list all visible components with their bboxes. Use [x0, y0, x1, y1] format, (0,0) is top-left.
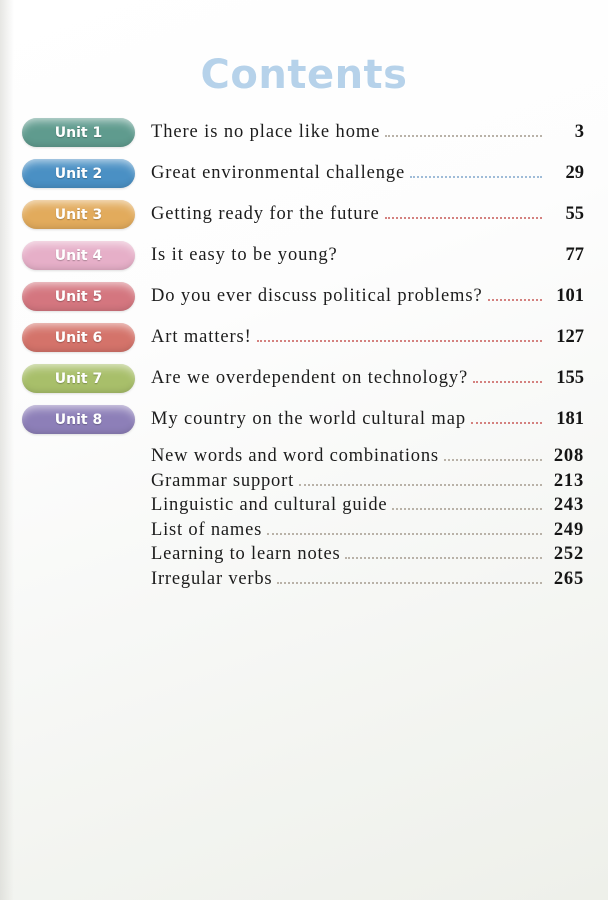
- toc-entry-1[interactable]: [151, 122, 546, 143]
- unit-badge-6[interactable]: Unit 6: [22, 323, 135, 352]
- leader-dots: [267, 533, 542, 535]
- list-item[interactable]: [151, 471, 594, 496]
- leader-dots: [473, 381, 542, 383]
- list-item[interactable]: [151, 569, 594, 594]
- toc-entry-title: My country on the world cultural map: [151, 409, 466, 429]
- toc-entry-title: Grammar support: [151, 470, 295, 491]
- toc-entry-5[interactable]: [151, 286, 546, 307]
- toc-entry-title: There is no place like home: [151, 122, 381, 142]
- unit-badge-7[interactable]: Unit 7: [22, 364, 135, 393]
- toc-entry-4[interactable]: [151, 245, 546, 266]
- leader-dots: [343, 258, 542, 260]
- ghost-text-bottom: [0, 578, 608, 708]
- leader-dots: [410, 176, 542, 178]
- unit-badge-1[interactable]: Unit 1: [22, 118, 135, 147]
- leader-dots: [385, 135, 542, 137]
- list-item[interactable]: [14, 153, 594, 194]
- toc-entry-title: Irregular verbs: [151, 568, 273, 589]
- toc-page-number: 101: [556, 286, 584, 306]
- toc-entry-title: New words and word combinations: [151, 446, 439, 466]
- toc-page-number: 127: [556, 327, 584, 347]
- list-item[interactable]: [151, 495, 594, 520]
- leader-dots: [385, 217, 542, 219]
- leader-dots: [299, 484, 542, 486]
- leader-dots: [444, 459, 542, 461]
- leader-dots: [392, 508, 542, 510]
- toc-entry-title: Are we overdependent on technology?: [151, 368, 469, 388]
- toc-page-number: 265: [553, 568, 584, 589]
- toc-entry-8[interactable]: [151, 409, 546, 430]
- unit-badge-4[interactable]: Unit 4: [22, 241, 135, 270]
- leader-dots: [345, 557, 542, 559]
- toc-entry-title: Getting ready for the future: [151, 204, 380, 224]
- toc-entry-title: Is it easy to be young?: [151, 245, 338, 265]
- unit-badge-3[interactable]: Unit 3: [22, 200, 135, 229]
- list-item[interactable]: [14, 235, 594, 276]
- list-item[interactable]: [14, 317, 594, 358]
- leader-dots: [277, 582, 542, 584]
- back-matter-list: [151, 446, 594, 593]
- list-item[interactable]: [151, 544, 594, 569]
- toc-entry-6[interactable]: [151, 327, 546, 348]
- toc-entry-7[interactable]: [151, 368, 546, 389]
- list-item[interactable]: [14, 399, 594, 440]
- toc-page-number: 213: [553, 470, 584, 491]
- unit-badge-5[interactable]: Unit 5: [22, 282, 135, 311]
- leader-dots: [257, 340, 542, 342]
- toc-page-number: 3: [574, 122, 584, 142]
- unit-badge-2[interactable]: Unit 2: [22, 159, 135, 188]
- list-item[interactable]: [14, 276, 594, 317]
- page-title: Contents: [200, 52, 408, 98]
- toc-page-number: 252: [553, 544, 584, 564]
- list-item[interactable]: [14, 112, 594, 153]
- list-item[interactable]: [151, 520, 594, 545]
- toc-entry-2[interactable]: [151, 163, 546, 184]
- leader-dots: [488, 299, 542, 301]
- leader-dots: [471, 422, 542, 424]
- table-of-contents: [14, 112, 594, 593]
- toc-page-number: 249: [553, 519, 584, 540]
- toc-entry-title: Great environmental challenge: [151, 163, 406, 183]
- toc-entry-3[interactable]: [151, 204, 546, 225]
- list-item[interactable]: [151, 446, 594, 471]
- toc-entry-title: Art matters!: [151, 327, 252, 347]
- toc-entry-title: Linguistic and cultural guide: [151, 495, 388, 515]
- toc-page-number: 243: [553, 495, 584, 515]
- toc-entry-title: Learning to learn notes: [151, 544, 341, 564]
- list-item[interactable]: [14, 194, 594, 235]
- toc-page-number: 29: [565, 163, 584, 183]
- unit-badge-8[interactable]: Unit 8: [22, 405, 135, 434]
- toc-page-number: 77: [565, 245, 584, 265]
- toc-page-number: 155: [556, 368, 584, 388]
- list-item[interactable]: [14, 358, 594, 399]
- toc-entry-title: Do you ever discuss political problems?: [151, 286, 483, 306]
- toc-entry-title: List of names: [151, 519, 263, 540]
- toc-page-number: 181: [556, 409, 584, 429]
- toc-page-number: 55: [565, 204, 584, 224]
- toc-page-number: 208: [553, 446, 584, 466]
